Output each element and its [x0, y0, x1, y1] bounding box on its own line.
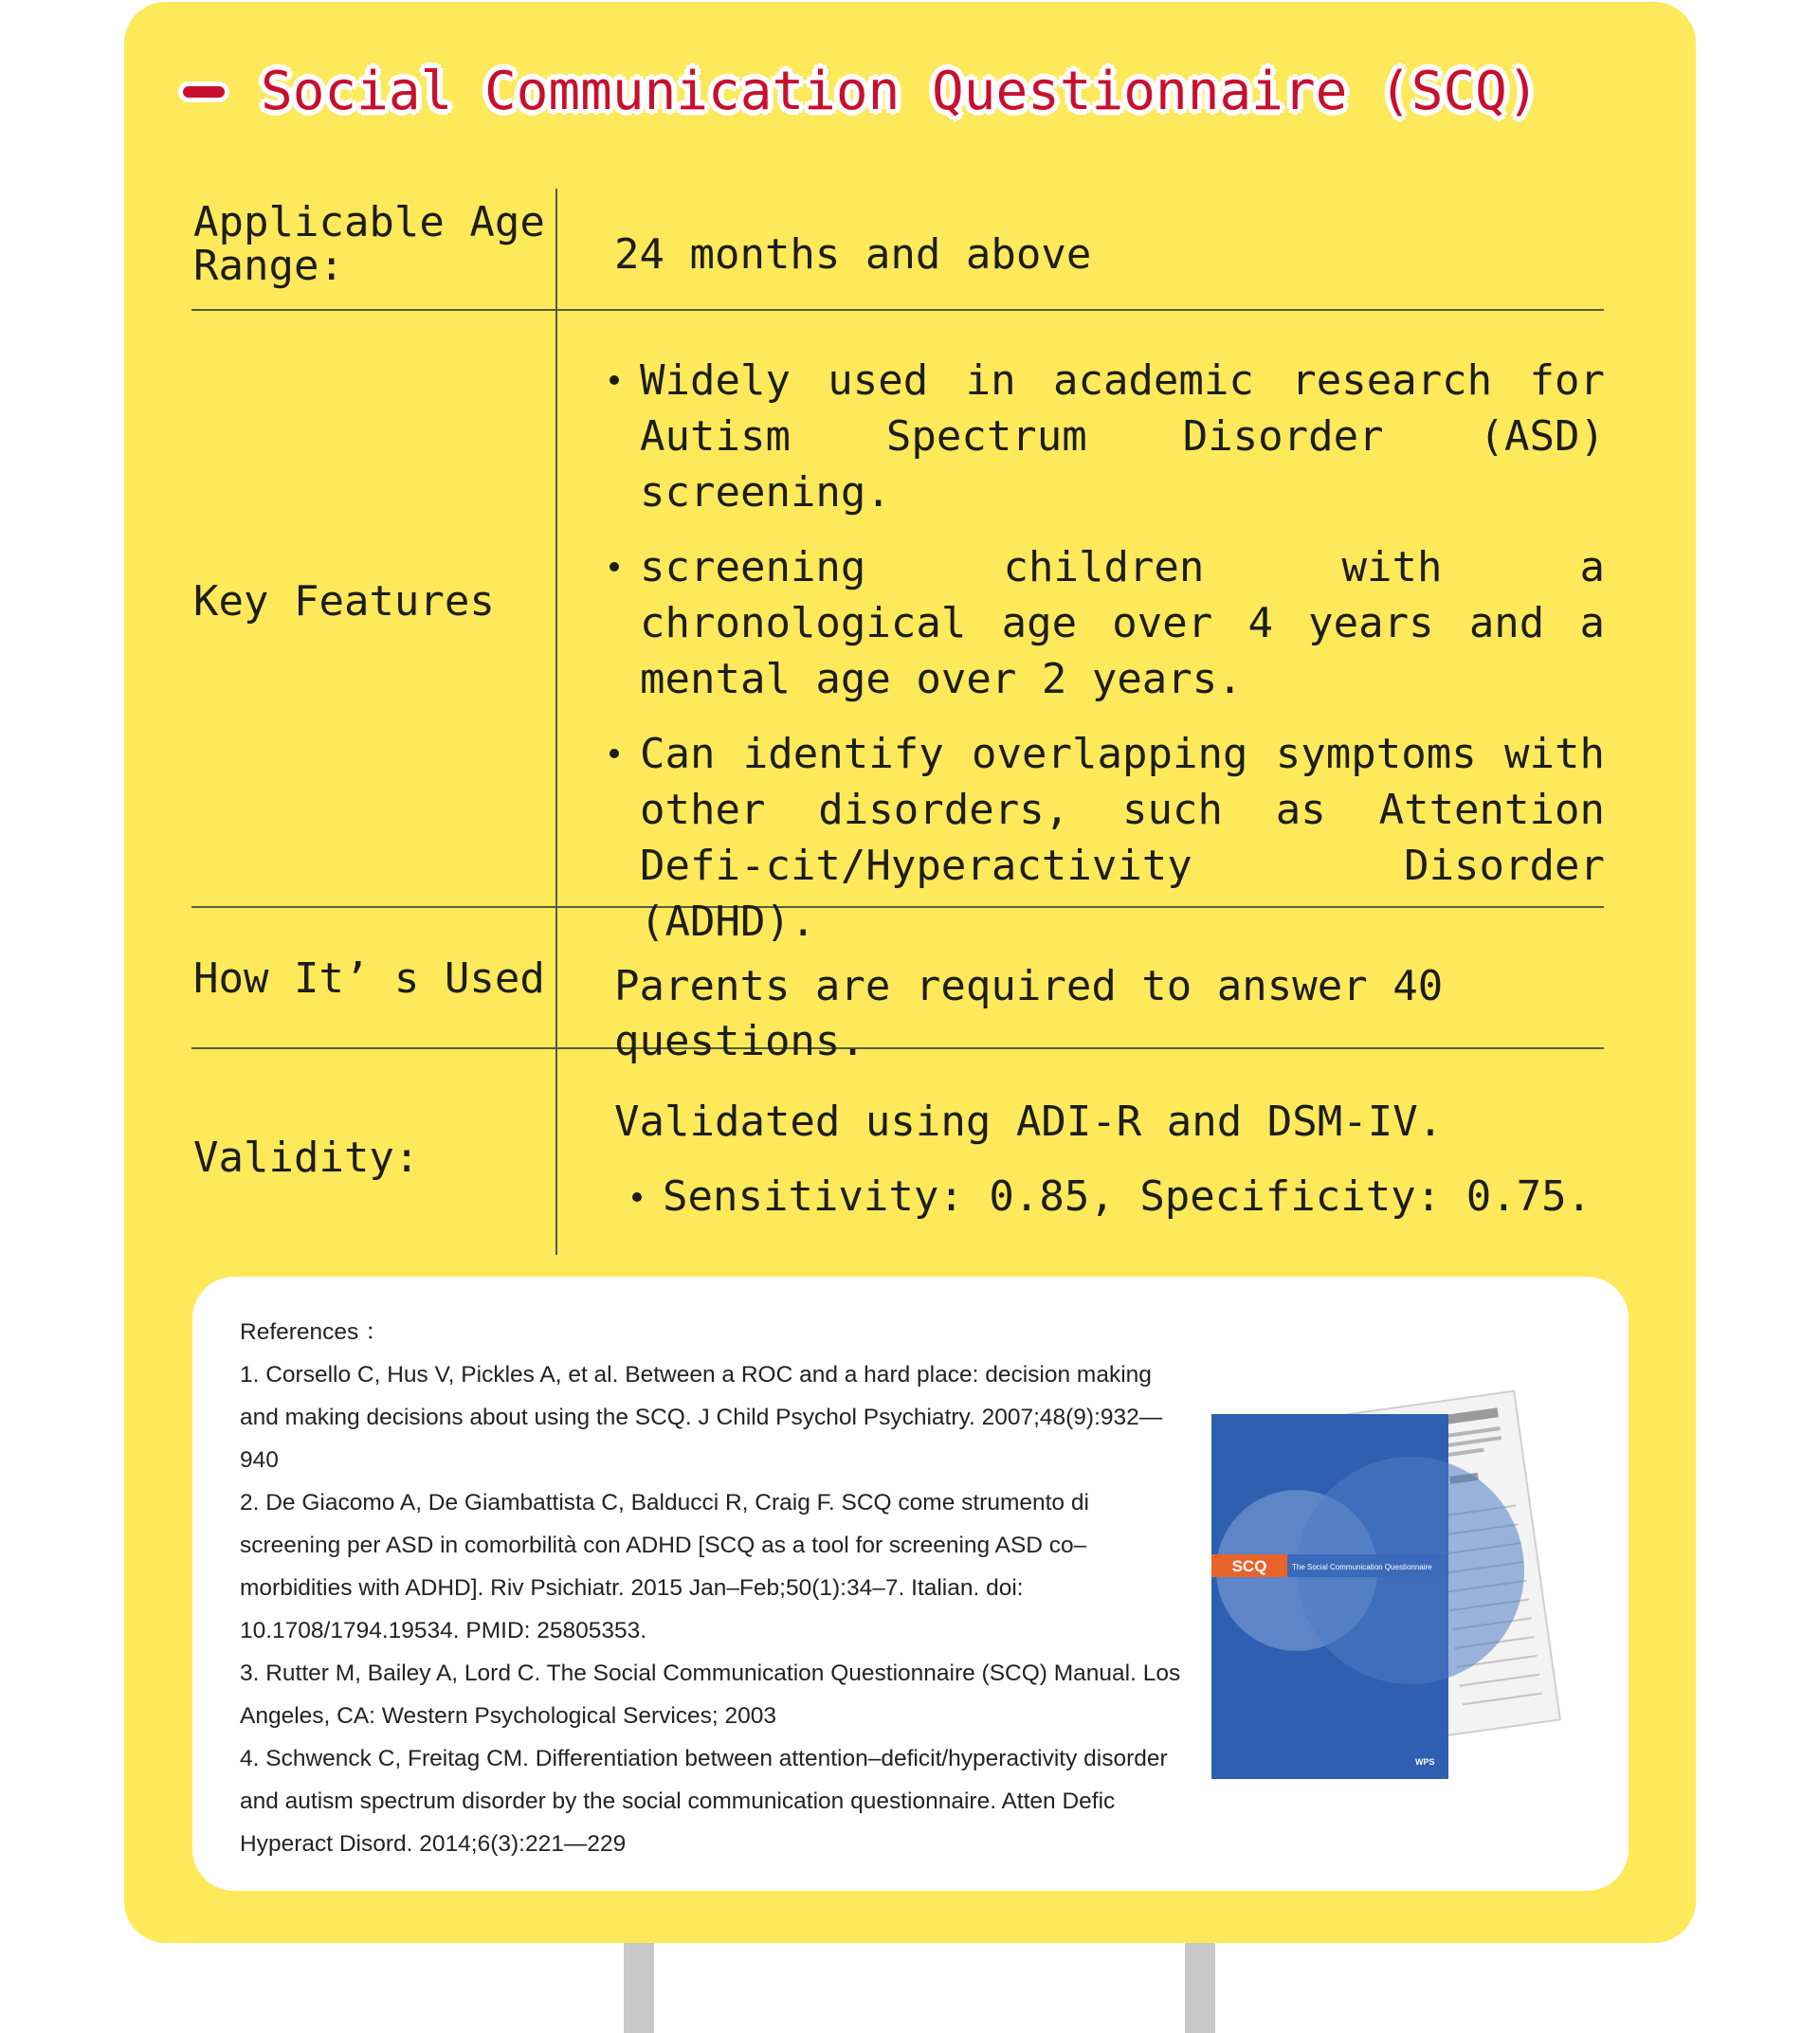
references-panel [192, 1277, 1629, 1891]
list-item [610, 353, 1605, 520]
usage-label: How It’ s Used [193, 954, 545, 1003]
table-row-divider [191, 309, 1604, 311]
reference-item: 3. Rutter M, Bailey A, Lord C. The Social Communication Questionnaire (SCQ) Manual. Los Angeles, CA: Western Psychological Services; 2003 [240, 1661, 1181, 1729]
cover-label: SCQ [1231, 1557, 1267, 1575]
scq-booklet-image [1207, 1381, 1586, 1798]
list-item [610, 539, 1605, 707]
cover-title: The Social Communication Questionnaire [1292, 1563, 1432, 1571]
info-board [124, 2, 1696, 1943]
feature-text: Widely used in academic research for Autism Spectrum Disorder (ASD) screening. [640, 356, 1605, 517]
validity-stats [632, 1170, 1592, 1225]
list-item [610, 726, 1605, 950]
reference-item: 2. De Giacomo A, De Giambattista C, Balducci R, Craig F. SCQ come strumento di screening per ASD in comorbilità con ADHD [SCQ as a tool for screening ASD co–morbidities with ADHD]. Riv Psichiatr. 2015 Jan–Feb;50(1):34–7. Italian. doi: 10.1708/1794.19534. PMID: 25805353. [240, 1490, 1089, 1643]
bullet-icon [610, 749, 619, 758]
age-range-value: 24 months and above [614, 230, 1092, 279]
reference-item: 1. Corsello C, Hus V, Pickles A, et al. Between a ROC and a hard place: decision making and making decisions about using the SCQ. J Child Psychol Psychiatry. 2007;48(9):932— 940 [240, 1362, 1163, 1473]
usage-value: Parents are required to answer 40 questions. [614, 962, 1444, 1065]
bullet-icon [610, 375, 619, 385]
table-column-divider [555, 189, 557, 1255]
cover-publisher: WPS [1415, 1757, 1435, 1767]
references-list [240, 1311, 1188, 1865]
title-dash [183, 86, 225, 98]
feature-text: Can identify overlapping symptoms with other disorders, such as Attention Defi-cit/Hyperactivity Disorder (ADHD). [640, 730, 1605, 946]
key-features-label: Key Features [193, 577, 495, 626]
key-features-list [610, 353, 1605, 969]
page-title [183, 59, 1545, 124]
feature-text: screening children with a chronological age over 4 years and a mental age over 2 years. [640, 543, 1605, 703]
reference-item: 4. Schwenck C, Freitag CM. Differentiation between attention–deficit/hyperactivity disorder and autism spectrum disorder by the social communication questionnaire. Atten Defic Hyperact Disord. 2014;6(3):221—229 [240, 1746, 1168, 1857]
references-heading: References ： [240, 1319, 389, 1345]
bullet-icon [632, 1192, 642, 1202]
validity-value: Validated using ADI-R and DSM-IV. [614, 1098, 1444, 1146]
validity-stats-text: Sensitivity: 0.85, Specificity: 0.75. [663, 1172, 1592, 1221]
title-text: Social Communication Questionnaire (SCQ) [261, 61, 1539, 122]
validity-label: Validity: [193, 1134, 420, 1182]
age-range-label: Applicable Age Range: [193, 198, 545, 290]
bullet-icon [610, 562, 619, 572]
